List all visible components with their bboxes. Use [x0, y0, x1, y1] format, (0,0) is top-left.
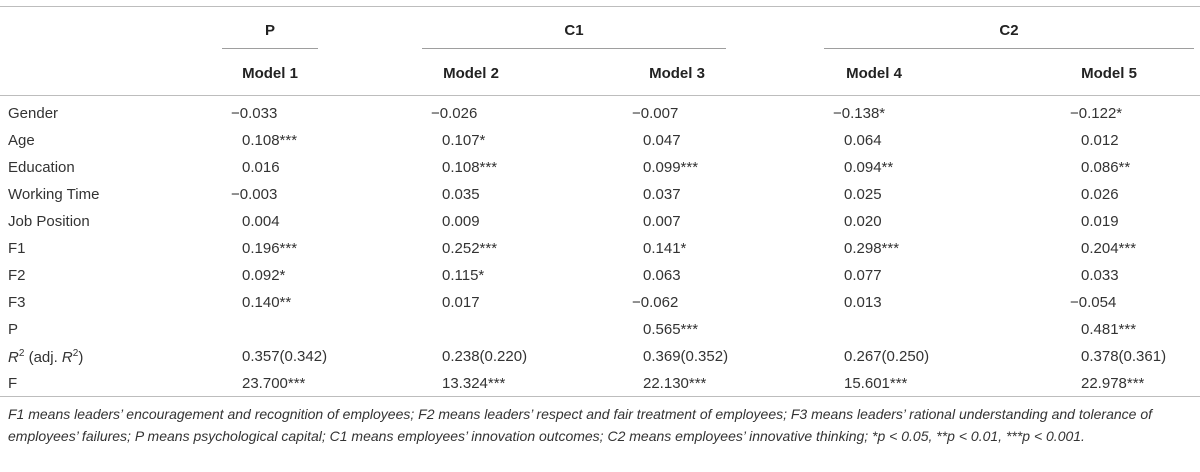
- table-cell: 0.019: [1081, 213, 1119, 230]
- table-cell: 0.108***: [442, 159, 498, 176]
- table-cell: 0.107*: [442, 132, 486, 149]
- table-cell: 0.047: [643, 132, 681, 149]
- table-cell: 0.064: [844, 132, 882, 149]
- row-label: F1: [8, 240, 26, 257]
- table-cell: 0.004: [242, 213, 280, 230]
- table-footnote: F1 means leaders’ encouragement and recognition of employees; F2 means leaders’ respect and fair treatment of employees; F3 means leaders’ rational understanding and tolerance of employees’ failures; P means psychological capital; C1 means employees’ innovation outcomes; C2 means employees’ innovative thinking; *p < 0.05, **p < 0.01, ***p < 0.001.: [8, 406, 1153, 444]
- table-cell: −0.007: [632, 105, 679, 122]
- table-cell: 0.026: [1081, 186, 1119, 203]
- table-cell: 0.140**: [242, 294, 292, 311]
- table-cell: 0.099***: [643, 159, 699, 176]
- table-cell: 0.141*: [643, 240, 687, 257]
- row-label: F3: [8, 294, 26, 311]
- table-cell: −0.033: [231, 105, 278, 122]
- top-rule: [0, 6, 1200, 7]
- row-label: P: [8, 321, 19, 338]
- table-cell: 0.565***: [643, 321, 699, 338]
- table-cell: −0.062: [632, 294, 679, 311]
- table-cell: −0.054: [1070, 294, 1117, 311]
- header-rule: [0, 95, 1200, 96]
- row-label: Job Position: [8, 213, 90, 230]
- row-label: Age: [8, 132, 35, 149]
- table-cell: 0.037: [643, 186, 681, 203]
- table-cell: −0.026: [431, 105, 478, 122]
- table-cell: −0.003: [231, 186, 278, 203]
- table-cell: 0.012: [1081, 132, 1119, 149]
- row-label: Gender: [8, 105, 59, 122]
- table-cell: 0.115*: [442, 267, 485, 284]
- group-underline-c2: [824, 48, 1194, 49]
- table-cell: 0.020: [844, 213, 882, 230]
- table-cell: 0.009: [442, 213, 480, 230]
- table-cell: 0.092*: [242, 267, 286, 284]
- table-cell: 0.378(0.361): [1081, 348, 1167, 365]
- row-label: F: [8, 375, 18, 392]
- table-cell: 13.324***: [442, 375, 506, 392]
- model-header-1: Model 1: [242, 65, 298, 82]
- table-cell: 0.035: [442, 186, 480, 203]
- table-cell: 0.025: [844, 186, 882, 203]
- table-cell: 23.700***: [242, 375, 306, 392]
- table-cell: 15.601***: [844, 375, 908, 392]
- group-header-c1: C1: [564, 22, 584, 39]
- model-header-5: Model 5: [1081, 65, 1137, 82]
- model-header-2: Model 2: [443, 65, 499, 82]
- table-cell: 0.016: [242, 159, 280, 176]
- table-cell: 0.063: [643, 267, 681, 284]
- model-header-3: Model 3: [649, 65, 705, 82]
- table-cell: 0.204***: [1081, 240, 1137, 257]
- table-cell: 0.252***: [442, 240, 498, 257]
- bottom-rule: [0, 396, 1200, 397]
- table-cell: 0.481***: [1081, 321, 1137, 338]
- table-cell: 22.130***: [643, 375, 707, 392]
- table-cell: 0.007: [643, 213, 681, 230]
- group-header-p: P: [264, 22, 276, 39]
- group-underline-p: [222, 48, 318, 49]
- table-cell: 0.108***: [242, 132, 298, 149]
- row-label: F2: [8, 267, 26, 284]
- group-underline-c1: [422, 48, 726, 49]
- table-cell: 0.196***: [242, 240, 298, 257]
- group-header-c2: C2: [999, 22, 1019, 39]
- table-cell: 0.013: [844, 294, 882, 311]
- table-cell: 0.267(0.250): [844, 348, 930, 365]
- table-cell: 0.357(0.342): [242, 348, 328, 365]
- table-cell: 0.017: [442, 294, 480, 311]
- model-header-4: Model 4: [846, 65, 902, 82]
- table-cell: −0.122*: [1070, 105, 1123, 122]
- table-cell: 0.086**: [1081, 159, 1131, 176]
- table-cell: 0.094**: [844, 159, 894, 176]
- row-label: $R^2$ (adj. $R^2$): [8, 348, 84, 366]
- table-cell: 0.298***: [844, 240, 900, 257]
- row-label: Working Time: [8, 186, 100, 203]
- row-label: Education: [8, 159, 75, 176]
- table-cell: 0.033: [1081, 267, 1119, 284]
- table-cell: 0.369(0.352): [643, 348, 729, 365]
- table-cell: 22.978***: [1081, 375, 1145, 392]
- table-cell: 0.238(0.220): [442, 348, 528, 365]
- table-cell: 0.077: [844, 267, 882, 284]
- table-cell: −0.138*: [833, 105, 886, 122]
